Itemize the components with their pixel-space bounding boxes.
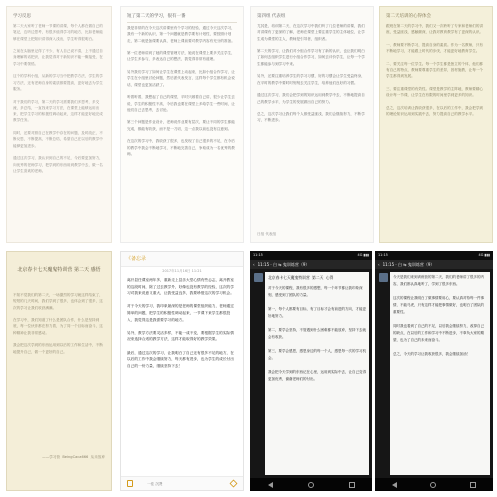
note-page-1	[6, 6, 112, 243]
page-body-text: 第二天大家听了老师一节课的讲课，每个人都在做自己的笔记，边听边思考，有很多值得学习的地方，比如老师能够在课堂上把知识讲得深入浅出，学生听得很明白。 之前在头脑里记得了不少，有人自己说不清，上不通过自身理解的话把识，让我觉得对于新知识不能一概接受，在学习中要领悟。 这个的学科小组，从新的学习当中把教学方法，学生的学习方法，还有老师自身的素质都要提高，更好地去为学生服务。 对于我们的学习，第二天的学习需要我们多思考，多交流，多总结，一直找来学习方法，在课堂上能够运用出来，把学生学习的积极性调动起来，这样才能更好地完成教学任务。 同时，还要对照自己在教学中存在的问题，及时改正，不断反思，不断提高，不断总结，希望自己在以后的教学中能够更加进步。 通过这次学习，我认识到自己的不足，今后要更加努力，向优秀的老师学习，把学到的东西用到教学中去，做一名让学生喜欢的老师。	[13, 24, 103, 173]
chat-header	[250, 260, 372, 269]
recents-nav-icon[interactable]	[470, 482, 476, 488]
phone-screenshot-2	[375, 251, 493, 491]
memo-topbar	[121, 252, 243, 267]
back-arrow-icon[interactable]: ‹	[253, 262, 255, 267]
page-heading: 学习反思	[13, 14, 31, 19]
note-page-5	[6, 251, 112, 491]
memo-screen	[120, 251, 244, 491]
back-nav-icon[interactable]	[392, 482, 397, 488]
status-time: 11:15	[378, 253, 388, 257]
compose-icon[interactable]	[230, 480, 238, 488]
status-signal: 4G ▮▮▮	[478, 253, 490, 257]
back-button[interactable]: 《备忘录	[126, 256, 147, 262]
page-body-text: 我是非常的在今天这次讲课里有个学习的经验，通过今天这次学习，我有一个新的认识，第一个问题就是教学要有计划性，要按照计划走，第二就是备课要认真，老师上课前要对教学内容有充分的准备。 第一位老师讲到了她的课堂管理方法，她说在课堂上要多关注学生，让学生多参与，多表达自己的想法，我觉得非常有道理。 另外我们学习了如何让学生在课堂上动起来，比如小组合作学习，让学生在小组里讨论问题，然后派代表发言，这样每个学生都有机会说话，课堂也更加活跃了。 听着听着，我想起了自己的课堂，平时只顾着自己讲，很少让学生去说，学生的积极性不高，今后我也要在课堂上多给学生一些时间，让他们自己去思考，去讨论。 第三个问题是作业设计，老师说作业要有层次，要让不同的学生都能完成，都能有收获，而不是一刀切，这一点我以前也没有注意到。 在这次的学习中，我收获了很多，也发现了自己很多的不足，在今后的教学中我会不断地学习，不断地完善自己，争取成为一名优秀的教师。	[127, 26, 235, 156]
page-body-text: 跟班在第二天的学习中，我们又一次聆听了专家和老师们的讲座，受益匪浅，感触颇深，让我对教育教学有了更深的认识。 一、教师要不断学习，提高自身的素质。作为一名教师，只有不断地学习，才能跟上时代的步伐，才能更好地教育学生。 二、要关注每一位学生。每一个学生都是独立的个体，他们都有自己的特点，教师要尊重学生的差异，因材施教，让每一个学生都得到发展。 三、要注重课堂的有效性。课堂是教学的主阵地，教师要精心设计每一节课，让学生在有限的时间里学到更多的知识。 总之，这次培训让我收获很多，在以后的工作中，我会把学到的理论知识运用到实践中去，努力提高自己的教学水平。	[386, 24, 484, 117]
document-body-text: 今天是我们来到训练营的第二天，我们的老师讲了很多的内容，我们都认真地听了，学到了很多东西。 这次的课程让我明白了做事情要用心，要认真对待每一件事情，不能马虎，只有这样才能把事情做好，也明白了团队的重要性。 同时我也看到了自己的不足，以后我会继续努力，改掉自己的缺点，在以后的工作和学习中不断进步，不辜负大家的期望，也为了自己的未来而奋斗。 总之，今天的学习让我收获很多，我会继续加油！	[393, 275, 484, 356]
status-bar	[250, 251, 372, 260]
page-heading: 第二天培训的心得体会	[386, 14, 431, 19]
home-nav-icon[interactable]	[308, 482, 314, 488]
nav-bar	[375, 478, 493, 491]
trash-icon[interactable]	[127, 480, 133, 487]
note-page-2	[120, 6, 244, 243]
status-time: 11:15	[253, 253, 263, 257]
memo-bottom-text: 一佳 沉贤	[147, 482, 163, 486]
memo-timestamp: 2017年11月16日 11:21	[162, 269, 202, 273]
home-nav-icon[interactable]	[430, 482, 436, 488]
page-footer: 日组 代表组	[257, 231, 277, 236]
chat-title: 11:15 · 白 ⇆ 鬼训练营（9）	[382, 262, 435, 267]
page-heading: 短了第二天的学习，很有一番	[127, 14, 186, 19]
status-bar	[375, 251, 493, 260]
chat-header	[375, 260, 493, 269]
page-signature: ——学习营 BeingCaca666 从未放弃	[42, 454, 105, 459]
memo-body-text: 离开县任课室两年多，重新走上县乐大堂心情有些忐忑，离开教室的这段时间，除了过去教学外，好像也没有教学的经验，这次的学习对我来说意义重大，让我受益良多，我要珍惜这次的学习机会。 对于今天的学习，我印象最深的是老师的课堂组织能力，老师通过简单的问题，把学生的积极性调动起来，一节课下来学生都很投入，我觉得这是我需要学习的地方。 另外，教学方法要灵活多样，不能一成不变，要根据学生的实际情况来选择合适的教学方法，这样才能取得好的教学效果。 最后，通过这次的学习，让我明白了自己还有很多不足的地方，在以后的工作中我会继续努力，每天都有进步，也为学生的成长付出自己的一份力量，继续坚持下去！	[127, 278, 234, 368]
document-title: 北京春卡七天魔鬼特训营 第二天 心得	[268, 275, 334, 280]
status-signal: 4G ▮▮▮	[357, 253, 369, 257]
back-arrow-icon[interactable]: ‹	[378, 262, 380, 267]
phone-screenshot-1	[250, 251, 372, 491]
divider	[127, 22, 237, 23]
nav-bar	[250, 478, 372, 491]
recents-nav-icon[interactable]	[349, 482, 355, 488]
page-title: 北京春卡七天魔鬼特训营 第二天 感悟	[17, 267, 101, 273]
memo-bottombar	[121, 476, 243, 490]
note-page-4	[379, 6, 493, 243]
note-page-3	[250, 6, 374, 243]
avatar[interactable]	[254, 273, 263, 282]
page-body-text: 不知不觉我们的第二天，一场激烈的学习就这样结束了，短短的几天时间，我们学到了很多，也体会到了很多，这次的学习让我们收获满满。 在学习中，我们知道了什么是团队合作，什么是坚持到底，每一位伙伴都在努力着，为了同一个目标而奋斗，这种精神让我非常感动。 我会把这次学到的东西运用到以后的工作和生活中，不断地提升自己，做一个更好的自己。	[13, 293, 103, 354]
avatar[interactable]	[379, 273, 388, 282]
back-nav-icon[interactable]	[268, 482, 273, 488]
document-body-text: 对于今天的课程，我有很多的感想，每一个环节都让我印象深刻，感受到了团队的力量。 第一，每个人都要有目标，有了目标才会有前进的方向，才能更好地努力。 第二，要学会坚持，不管遇到什么困难都不能放弃，坚持下去就会有收获。 第三，要学会感恩，感恩身边的每一个人，感恩每一次的学习机会。 我会把今天学到的东西记在心里，运用到实际中去，让自己变得更加优秀，谢谢老师们的付出。	[268, 286, 366, 381]
page-body-text: 尤其是，培训第二天，在这次学习中我们听了几位老师的讲课，我们对讲课有了更深的了解，老师在课堂上要注重学生的主体地位，让学生成为课堂的主人，教师是引导者，组织者。 第二天的学习，让我们对小组合作学习有了新的认识，也让我们明白了如何去组织学生进行小组合作学习，如何去评价学生，让每一个学生都能参与到学习中来。 另外，还要注重培养学生的学习习惯，好的习惯会让学生受益终身，在平时的教学中要时时刻刻去关注学生，培养他们良好的习惯。 通过这次学习，我们会把学到的知识运用到教学中去，不断地提高自己的教学水平，为学生的发展做出自己的努力。 总之，这次学习让我们每个人都受益匪浅，我们会继续努力，不断学习，不断进步。	[257, 24, 365, 123]
document-image[interactable]	[390, 272, 490, 475]
document-image[interactable]	[265, 272, 369, 475]
page-heading: 第四组 代表组	[257, 14, 286, 19]
chat-title: 11:15 · 白 ⇆ 鬼训练营（9）	[257, 262, 310, 267]
